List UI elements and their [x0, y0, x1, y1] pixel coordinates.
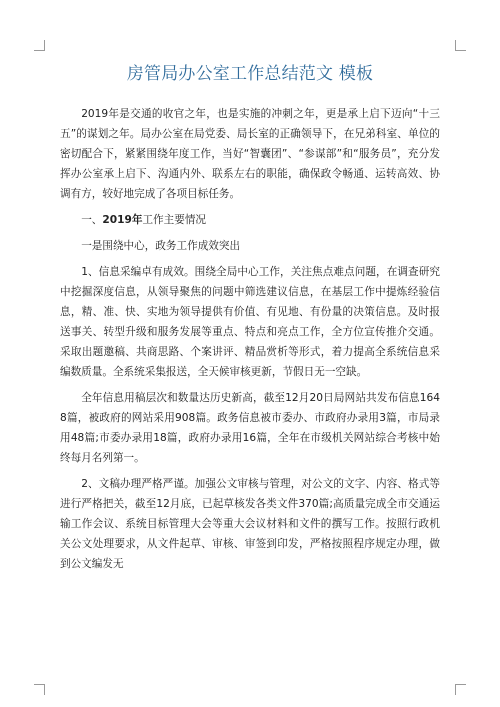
page-corner-mark-bottom-right — [455, 684, 466, 695]
body-paragraph-statistics: 全年信息用稿层次和数量达历史新高，截至12月20日局网站共发布信息1648篇，被政府的网站采用908篇。政务信息被市委办、市政府办录用3篇，市局录用48篇;市委办录用18篇，政府办录用16篇，全年在市级机关网站综合考核中始终每月名列第一。 — [60, 392, 440, 464]
section-heading-year: 2019年 — [102, 214, 143, 226]
intro-paragraph: 2019年是交通的收官之年，也是实施的冲刺之年，更是承上启下迈向“十三五”的谋划之年。局办公室在局党委、局长室的正确领导下，在兄弟科室、单位的密切配合下，紧紧围绕年度工作，当好“智囊团”、“参谋部”和“服务员”，充分发挥办公室承上启下、沟通内外、联系左右的职能，确保政令畅通、运转高效、协调有方，较好地完成了各项目标任务。 — [60, 108, 440, 200]
body-paragraph-document-handling: 2、文稿办理严格严谨。加强公文审核与管理，对公文的文字、内容、格式等进行严格把关，截至12月底，已起草核发各类文件370篇;高质量完成全市交通运输工作会议、系统目标管理大会等重大会议材料和文件的撰写工作。按照行政机关公文处理要求，从文件起草、审核、审签到印发，严格按照程序规定办理，做到公文编发无 — [60, 478, 440, 570]
section-heading — [60, 210, 440, 230]
page-corner-mark-top-left — [34, 40, 45, 51]
page-corner-mark-top-right — [455, 40, 466, 51]
document-title: 房管局办公室工作总结范文 模板 — [126, 64, 374, 84]
page-corner-mark-bottom-left — [34, 684, 45, 695]
section-heading-suffix: 工作主要情况 — [142, 214, 207, 226]
body-paragraph-info-collection: 1、信息采编卓有成效。围绕全局中心工作，关注焦点难点问题，在调查研究中挖掘深度信息，从领导聚焦的问题中筛选建议信息，在基层工作中提炼经验信息，精、准、快、实地为领导提供有价值、有见地、有份量的决策信息。及时报送事关、转型升级和服务发展等重点、特点和亮点工作，全方位宣传推介交通。采取出题邀稿、共商思路、个案讲评、精品赏析等形式，着力提高全系统信息采编数质量。全系统采集报送，全天候审核更新，节假日无一空缺。 — [60, 266, 440, 378]
document-page — [60, 62, 440, 580]
section-heading-prefix: 一、 — [81, 214, 103, 226]
subsection-heading: 一是围绕中心，政务工作成效突出 — [81, 240, 241, 252]
